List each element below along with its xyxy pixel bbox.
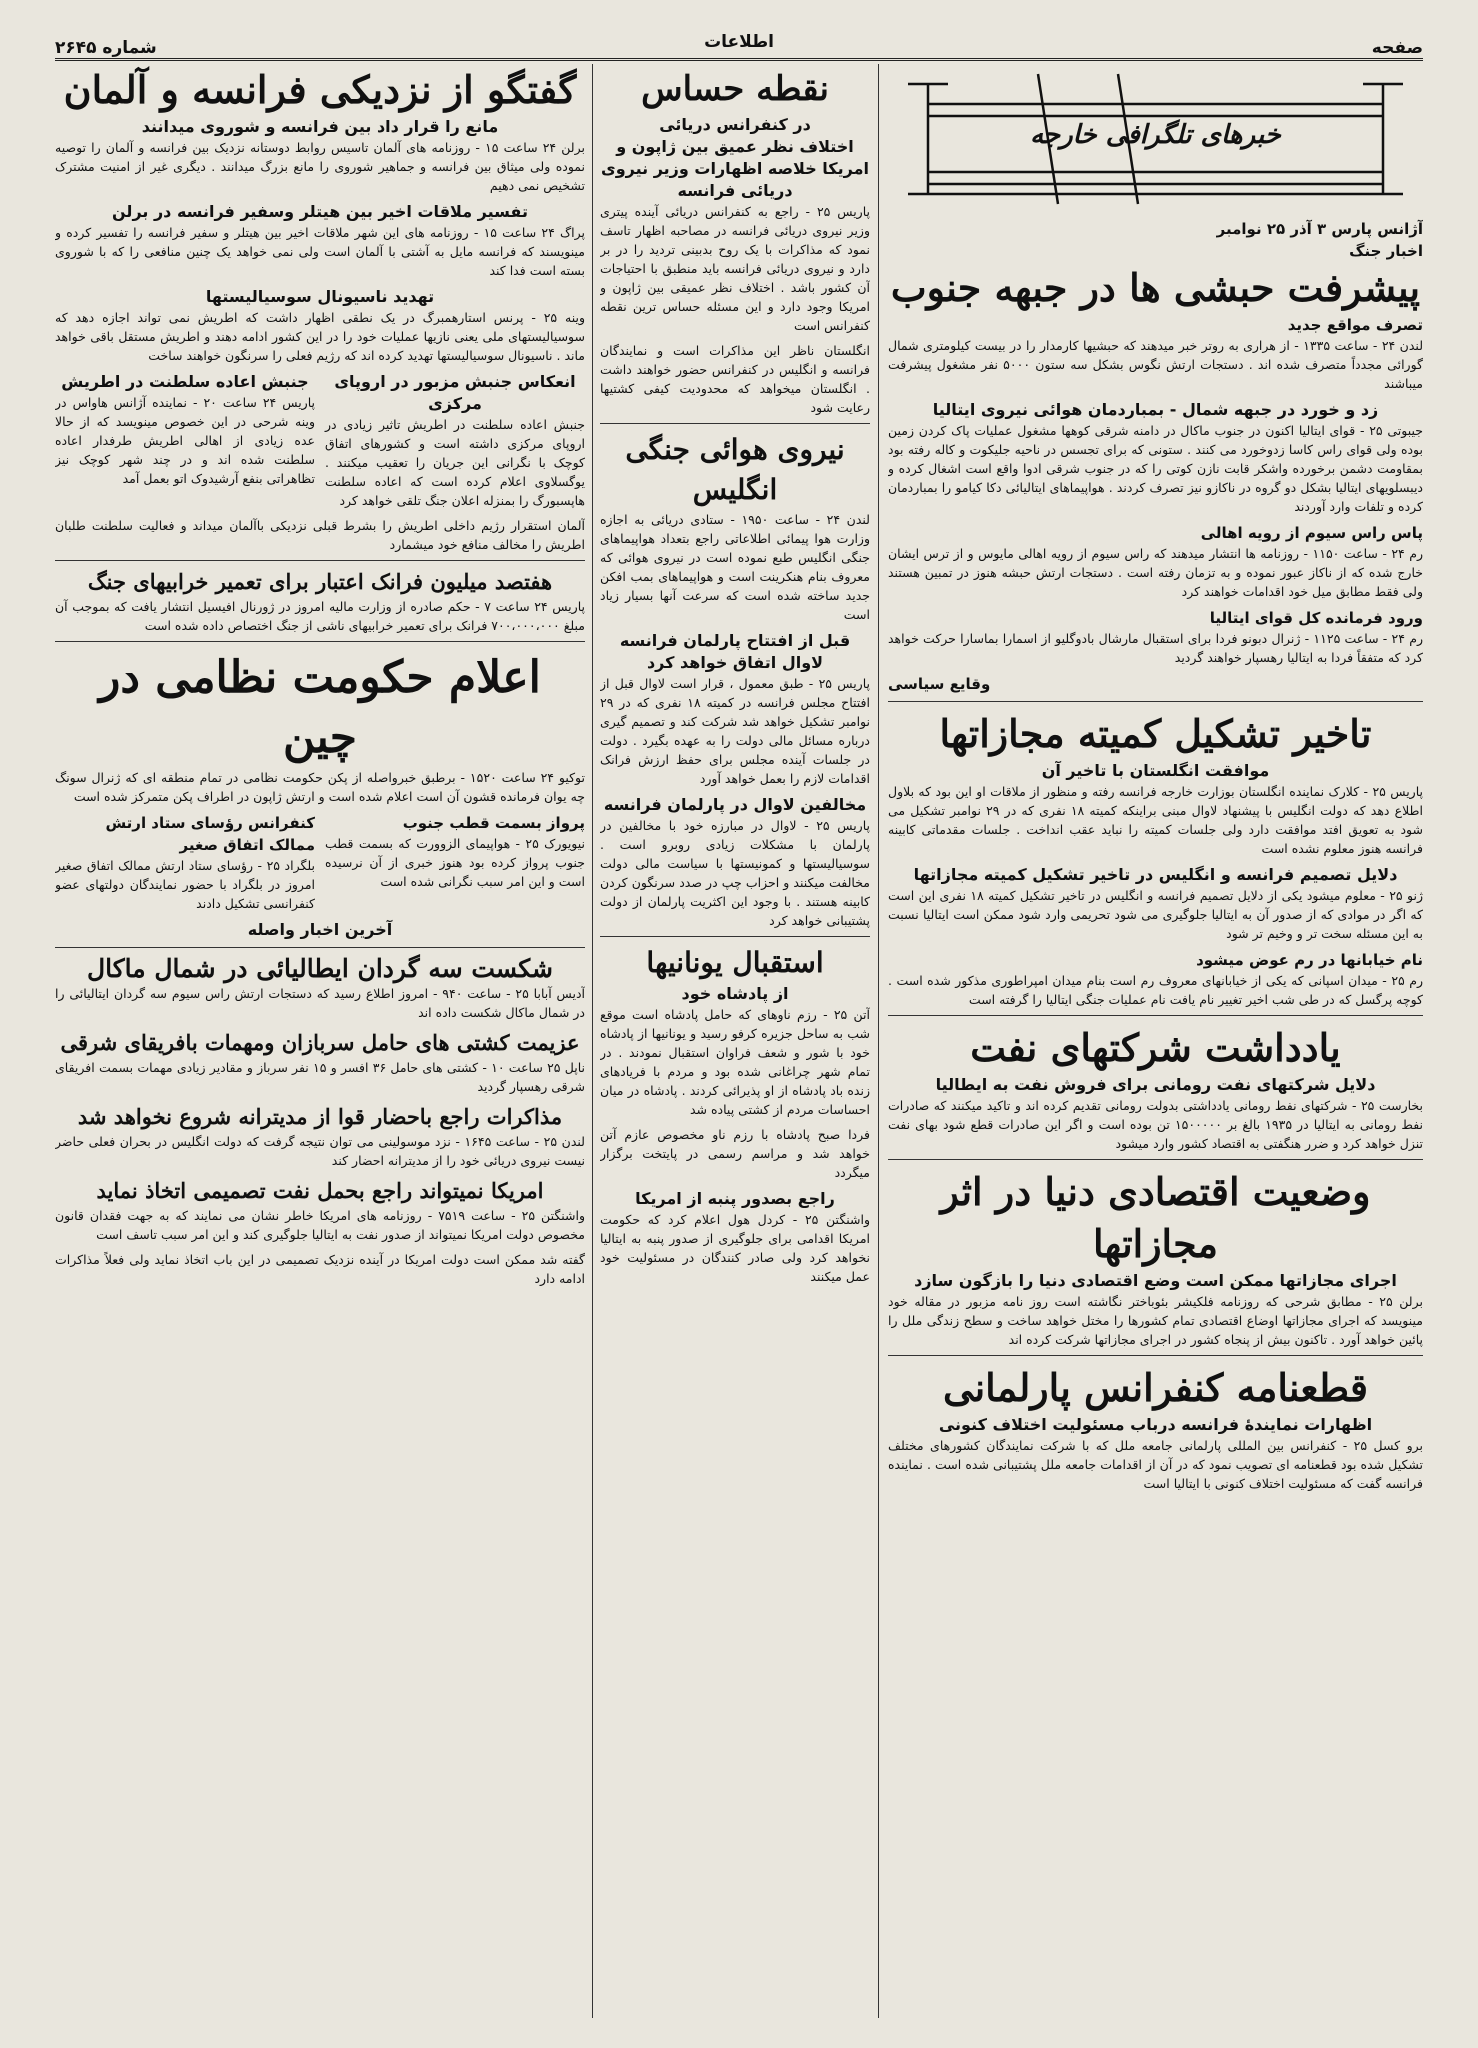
sub-commander: ورود فرمانده کل قوای ایتالیا [1209, 609, 1423, 627]
article-paragraph: انگلستان ناظر این مذاکرات است و نمایندگان فرانسه و انگلیس در کنفرانس حضور خواهند داشت . انگلستان میخواهد که محدودیت کیفی کشتیها رعایت شود [600, 343, 870, 415]
sub-greeks: از پادشاه خود [681, 984, 789, 1003]
article-paragraph: لندن ۲۴ - ساعت ۱۹۵۰ - ستادی دریائی به اجازه وزارت هوا پیمائی اطلاعاتی راجع بتعداد هواپیماهای جنگی انگلیس طبع نموده است در نیروی هوائی که معروف بنام هنکرینت است و هواپیماهای بمب افکن جدید ساخته شده است که سرعت آنها بسیار زیاد است [600, 512, 870, 622]
headline-greeks: استقبال یونانیها [646, 946, 824, 979]
headline-air-force: نیروی هوائی جنگی انگلیس [625, 433, 845, 506]
headline-usa-oil: امریکا نمیتواند راجع بحمل نفت تصمیمی اتخاذ نماید [96, 1178, 544, 1203]
headline-economy: وضعیت اقتصادی دنیا در اثر مجازاتها [940, 1169, 1371, 1266]
article-paragraph: وینه ۲۵ - پرنس استارهمبرگ در یک نطقی اظهار داشت که اطریش نمی تواند اجازه دهد که سوسیالیستهای ملی یعنی نازیها عملیات خود را در این کشور ادامه دهند و اطریش مستقل باقی خواهد ماند . ناسیونال سوسیالیستها تهدید کرده اند که رژیم فعلی را سرنگون خواهند ساخت [55, 310, 585, 363]
article-paragraph: رم ۲۵ - میدان اسپانی که یکی از خیابانهای معروف رم است بنام میدان امپراطوری مذکور شده است . کوچه پرگسل که در طی شب اخیر تغییر نام یافت نام عملیات جنگی ایتالیا را گرفته است [888, 973, 1423, 1007]
headline-oil: یادداشت شرکتهای نفت [970, 1025, 1341, 1070]
sub-reasons: دلایل تصمیم فرانسه و انگلیس در تاخیر تشکیل کمیته مجازاتها [913, 865, 1398, 884]
headline-franc: هفتصد میلیون فرانک اعتبار برای تعمیر خرابیهای جنگ [87, 569, 553, 594]
article-paragraph: پاریس ۲۵ - کلارک نماینده انگلستان بوزارت خارجه فرانسه رفته و منظور از ملاقات او این بود که بلاول اطلاع دهد که دولت انگلیس با پیشنهاد لاوال مبنی براینکه کمیته ۱۸ نفری که در ۲۹ نوامبر تشکیل می شود به تعویق افتد موافقت دارد ولی جلسات کمیته را نباید عقب انداخت . جلسات مقدماتی کابینه فرانسه هنوز معلوم نشده است [888, 784, 1423, 856]
headline-committee: تاخیر تشکیل کمیته مجازاتها [939, 711, 1372, 756]
sub-balkan: کنفرانس رؤسای ستاد ارتش ممالک اتفاق صغیر [105, 814, 315, 854]
sub-ras-seyoum: پاس راس سیوم از رویه اهالی [1200, 524, 1423, 542]
article-paragraph: بلگراد ۲۵ - رؤسای ستاد ارتش ممالک اتفاق صغیر امروز در بلگراد با حضور نمایندگان دولتهای عضو کنفرانسی تشکیل دادند [55, 858, 315, 911]
sub-hitler: تفسیر ملاقات اخیر بین هیتلر وسفیر فرانسه در برلن [112, 202, 528, 221]
sub-talks: مانع را قرار داد بین فرانسه و شوروی میدانند [141, 117, 499, 136]
sub-monarchy: جنبش اعاده سلطنت در اطریش [61, 372, 309, 391]
left-column [55, 64, 585, 2018]
headline-mediterranean: مذاکرات راجع باحضار قوا از مدیترانه شروع نخواهد شد [77, 1104, 563, 1129]
sub-streets: نام خیابانها در رم عوض میشود [1196, 951, 1423, 969]
agency-line: آژانس پارس ۳ آذر ۲۵ نوامبر [1216, 220, 1423, 238]
page-header [55, 30, 1423, 61]
headline-talks: گفتگو از نزدیکی فرانسه و آلمان [63, 67, 577, 112]
issue-number: شماره ۲۶۴۵ [55, 38, 157, 58]
article-paragraph: فردا صبح پادشاه با رزم ناو مخصوص عازم آتن خواهد شد و مراسم رسمی در پایتخت برگزار میگردد [600, 1127, 870, 1180]
sub-resolution: اظهارات نمایندهٔ فرانسه درباب مسئولیت اختلاف کنونی [938, 1415, 1373, 1434]
sub-laval: قبل از افتتاح پارلمان فرانسه لاوال اتفاق خواهد کرد [619, 631, 851, 672]
article-paragraph: برلن ۲۴ ساعت ۱۵ - روزنامه های آلمان تاسیس روابط دوستانه نزدیک بین فرانسه و آلمان را توصیه نموده ولی میثاق بین فرانسه و جماهیر شوروی را مانع بزرگ میدانند . دیگری غیر از امنیت مشترک تشخیص نمی دهیم [55, 140, 585, 193]
article-paragraph: آدیس آبابا ۲۵ - ساعت ۹۴۰ - امروز اطلاع رسید که دستجات ارتش راس سیوم سه گردان ایتالیائی را در شمال ماکال شکست داده اند [55, 986, 585, 1020]
headline-ethiopia: پیشرفت حبشی ها در جبهه جنوب [890, 265, 1421, 310]
sub-naval-conference: در کنفرانس دریائی [659, 115, 811, 134]
column-divider [592, 64, 593, 2018]
article-paragraph: واشنگتن ۲۵ - کردل هول اعلام کرد که حکومت امریکا اقدامی برای جلوگیری از صدور پنبه به ایتالیا نخواهد کرد ولی صادر کنندگان در مسئولیت خود عمل میکنند [600, 1212, 870, 1284]
headline-ships: عزیمت کشتی های حامل سربازان ومهمات بافریقای شرقی [60, 1030, 580, 1055]
headline-resolution: قطعنامه کنفرانس پارلمانی [942, 1365, 1369, 1410]
article-paragraph: ژنو ۲۵ - معلوم میشود یکی از دلایل تصمیم فرانسه و انگلیس در تاخیر تشکیل کمیته ۱۸ نفری این است که اگر در موادی که از صدور آن به ایتالیا جلوگیری می شود تحریمی وارد شود ممکن است ایتالیا نسبت به این مسئله سخت تر و وخیم تر شود [888, 888, 1423, 941]
article-paragraph: پاریس ۲۵ - لاوال در مبارزه خود با مخالفین در پارلمان با مشکلات زیادی روبرو است . سوسیالیستها و کمونیستها با سیاست مالی دولت مخالفت میکنند و احزاب چپ در صدد سرنگون کردن کابینه هستند . با وجود این اکثریت پارلمان از دولت پشتیبانی خواهد کرد [600, 818, 870, 928]
article-paragraph: پراگ ۲۴ ساعت ۱۵ - روزنامه های این شهر ملاقات اخیر بین هیتلر و سفیر فرانسه را تفسیر کرده و مینویسند که فرانسه مایل به آشتی با آلمان است ولی نمی خواهد یک چنین منافعی را که با شوروی بسته است فدا کند [55, 225, 585, 278]
sub-new-positions: تصرف مواقع جدید [1287, 316, 1423, 334]
banner-title: خبرهای تلگرافی خارجه [1030, 120, 1281, 150]
latest-news-label: آخرین اخبار واصله [247, 920, 393, 939]
sub-habsburg: انعکاس جنبش مزبور در اروپای مرکزی [334, 372, 576, 413]
article-paragraph: پاریس ۲۵ - طبق معمول ، قرار است لاوال قبل از افتتاح مجلس فرانسه در کمیته ۱۸ نفری که در ۲۹ نوامبر تشکیل خواهد شد شرکت کند و تصمیم گیری درباره مسائل مالی دولت را به عهده بگیرد . دولت در جلسات آینده مجلس برای حفظ ارزش فرانک اقدامات لازم را بعمل خواهد آورد [600, 676, 870, 786]
article-paragraph: واشنگتن ۲۵ - ساعت ۷۵۱۹ - روزنامه های امریکا خاطر نشان می نمایند که به جهت فقدان قانون مخصوص دولت امریکا نمیتواند از صدور نفت به ایتالیا جلوگیری کند و این امر سبب تاسف است [55, 1208, 585, 1242]
sub-nazi: تهدید ناسیونال سوسیالیستها [205, 287, 435, 306]
article-paragraph: لندن ۲۴ - ساعت ۱۳۳۵ - از هراری به روتر خبر میدهند که حبشیها کارمدار را در بیست کیلومتری شمال گورائی مجدداً متصرف شده اند . دستجات ارتش نگوس بشکل سه ستون ۵۰۰۰ نفر مشغول پیشرفت میباشند [888, 338, 1423, 391]
sub-south-pole: پرواز بسمت قطب جنوب [402, 814, 585, 832]
article-paragraph: رم ۲۴ - ساعت ۱۱۵۰ - روزنامه ها انتشار میدهند که راس سیوم از رویه اهالی مایوس و از ترس ایشان خارج شده که از ناکاز عبور نموده و به تزمان رفته است . دستجات ارتش حبشه هنوز در تمبین هستند ولی فقط مطابق میل خود اقدامات خواهند کرد [888, 546, 1423, 599]
right-column [888, 64, 1423, 2018]
sub-opponents: مخالفین لاوال در پارلمان فرانسه [603, 795, 867, 814]
column-divider [878, 64, 879, 2018]
foreign-telegrams-banner [888, 64, 1423, 214]
article-paragraph: پاریس ۲۵ - راجع به کنفرانس دریائی آینده پیتری وزیر نیروی دریائی فرانسه در مصاحبه اظهار تاسف نمود که مذاکرات با یک روح بدبینی تردید را در بر دارد و نیروی دریائی فرانسه باید منطبق با احتیاجات آن کشور باشد . اختلاف نظر عمیقی بین ژاپون و امریکا وجود دارد و این مسئله حساس ترین نقطه کنفرانس است [600, 204, 870, 333]
sub-north-front: زد و خورد در جبهه شمال - بمباردمان هوائی نیروی ایتالیا [932, 400, 1379, 419]
headline-martial-law: اعلام حکومت نظامی در چین [99, 652, 541, 763]
sub-naval-difference: اختلاف نظر عمیق بین ژاپون و امریکا خلاصه اظهارات وزیر نیروی دریائی فرانسه [601, 137, 869, 200]
article-paragraph: ناپل ۲۵ ساعت ۱۰ - کشتی های حامل ۳۶ افسر و ۱۵ نفر سرباز و مقادیر زیادی مهمات بسمت افریقای شرقی رهسپار گردید [55, 1060, 585, 1094]
sub-oil: دلایل شرکتهای نفت رومانی برای فروش نفت به ایطالیا [935, 1075, 1376, 1094]
page-label: صفحه [1371, 38, 1423, 58]
article-paragraph: توکیو ۲۴ ساعت ۱۵۲۰ - برطبق خبرواصله از پکن حکومت نظامی در تمام منطقه ای که ژنرال سونگ چه یوان فرمانده قشون آن است اعلام شده است و ارتش ژاپون در اطراف پکن متمرکز شده است [55, 770, 585, 804]
sub-england: موافقت انگلستان با تاخیر آن [1041, 761, 1270, 780]
middle-column [600, 64, 870, 2018]
headline-sensitive-point: نقطه حساس [641, 69, 829, 109]
headline-defeat: شکست سه گردان ایطالیائی در شمال ماکال [87, 954, 553, 983]
article-paragraph: نیویورک ۲۵ - هواپیمای الزوورت که بسمت قطب جنوب پرواز کرده بود هنوز خبری از آن نرسیده است و این امر سبب نگرانی شده است [325, 836, 585, 889]
article-paragraph: جنبش اعاده سلطنت در اطریش تاثیر زیادی در اروپای مرکزی داشته است و کشورهای اتفاق کوچک با نگرانی این جریان را تعقیب میکنند . یوگسلاوی اعلام کرده است که اعاده سلطنت هاپسبورگ را بمنزله اعلان جنگ تلقی خواهد کرد [325, 417, 585, 508]
article-paragraph: لندن ۲۵ - ساعت ۱۶۴۵ - نزد موسولینی می توان نتیجه گرفت که دولت انگلیس در بحران فعلی حاضر نیست نیروی دریائی خود را از مدیترانه احضار کند [55, 1134, 585, 1168]
sub-cotton: راجع بصدور پنبه از امریکا [635, 1189, 835, 1208]
article-paragraph: برلن ۲۵ - مطابق شرحی که روزنامه فلکیشر بئوباختر نگاشته است روز نامه مزبور در مقاله خود مینویسد که اجرای مجازاتها اوضاع اقتصادی تمام کشورها را مختل خواهد ساخت و سطح زندگی ملل را پائین خواهد آورد . تاکنون بیش از پنجاه کشور در اجرای مجازاتها شرکت کرده اند [888, 1294, 1423, 1347]
article-paragraph: برو کسل ۲۵ - کنفرانس بین المللی پارلمانی جامعه ملل که با شرکت نمایندگان کشورهای مختلف تشکیل شده بود قطعنامه ای تصویب نمود که در آن از اقدامات جامعه ملل پشتیبانی شده است . نماینده فرانسه گفت که مسئولیت اختلاف کنونی با ایتالیا است [888, 1438, 1423, 1491]
sub-economy: اجرای مجازاتها ممکن است وضع اقتصادی دنیا را بازگون سازد [914, 1271, 1397, 1290]
article-paragraph: جیبوتی ۲۵ - قوای ایتالیا اکنون در جنوب ماکال در دامنه شرقی کوهها مشغول عملیات پاک کردن زمین بوده ولی قوای راس کاسا زدوخورد می کنند . ستونی که برای تجسس در ناحیه جلیکوت و کاله رفته بود بمقاومت دشمن برخورده واشکر قابت نازن کوتی را که در جنوب شرقی ادوا واقع است اشغال کرده و دیبسلویهای ایتالیا بشکل دو گروه در ناکازو نیز تصرف کردند . هواپیماهای ایتالیائی دکا کیامو را بمباردمان کرده و تلفات وارد آوردند [888, 423, 1423, 514]
article-paragraph: رم ۲۴ - ساعت ۱۱۲۵ - ژنرال دبونو فردا برای استقبال مارشال بادوگلیو از اسمارا بماسارا حرکت خواهد کرد که متفقاً فردا به ایتالیا رهسپار خواهند گردید [888, 631, 1423, 665]
article-paragraph: پاریس ۲۴ ساعت ۷ - حکم صادره از وزارت مالیه امروز در ژورنال افیسیل انتشار یافت که بموجب آن مبلغ ۷۰۰،۰۰۰،۰۰۰ فرانک برای تعمیر خرابیهای ناشی از جنگ اختصاص داده شده است [55, 599, 585, 633]
paper-name: اطلاعات [704, 32, 774, 52]
article-paragraph: بخارست ۲۵ - شرکتهای نفط رومانی یادداشتی بدولت رومانی تقدیم کرده اند و تاکید میکنند که صادرات نفط رومانی به ایتالیا در ۱۹۳۵ بالغ بر ۱۵۰۰۰۰۰ تن بوده است و اگر این صادرات قطع شود بهای نفت تنزل خواهد کرد و ضرر هنگفتی به اقتصاد کشور وارد میشود [888, 1098, 1423, 1151]
article-paragraph: پاریس ۲۴ ساعت ۲۰ - نماینده آژانس هاواس در وینه شرحی در این خصوص مینویسد که از حالا عده زیادی از اهالی اطریش طرفدار اعاده سلطنت شده اند و در چند شهر کوچک نیز تظاهراتی بنفع آرشیدوک اتو بعمل آمد [55, 395, 315, 486]
article-paragraph: گفته شد ممکن است دولت امریکا در آینده نزدیک تصمیمی در این باب اتخاذ نماید ولی فعلاً مذاکرات ادامه دارد [55, 1252, 585, 1286]
article-paragraph: آلمان استقرار رژیم داخلی اطریش را بشرط قبلی نزدیکی باآلمان میداند و فعالیت سلطنت طلبان اطریش را مخالف منافع خود میشمارد [55, 518, 585, 552]
article-paragraph: آتن ۲۵ - رزم ناوهای که حامل پادشاه است موقع شب به ساحل جزیره کرفو رسید و یونانیها از پادشاه خود با شور و شعف فراوان استقبال نمودند . در تمام شهر چراغانی شده بود و مردم با فریادهای زنده باد پادشاه از او پذیرائی کردند . پادشاه در میان احساسات مردم از کشتی پیاده شد [600, 1007, 870, 1117]
war-news-label: اخبار جنگ [1349, 242, 1423, 260]
political-events-label: وقایع سیاسی [888, 675, 991, 693]
